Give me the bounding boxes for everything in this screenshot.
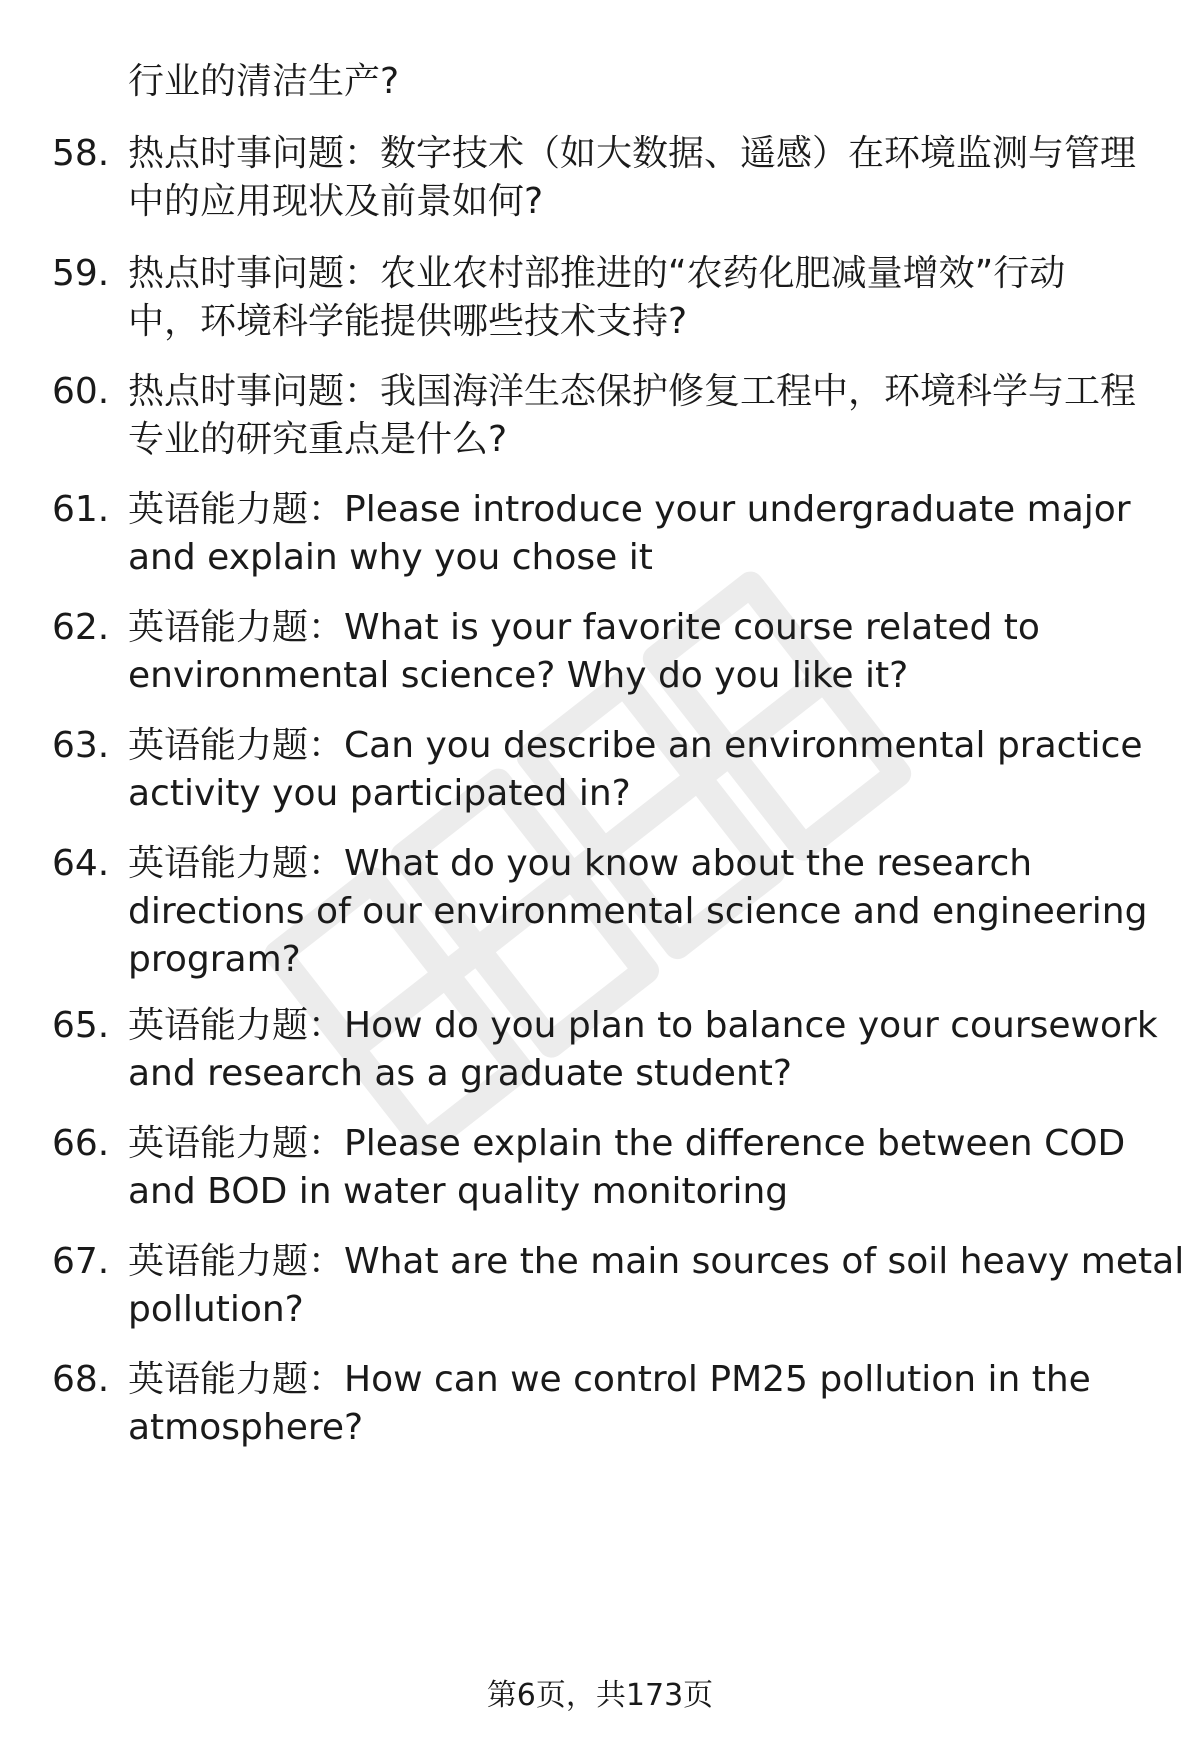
- question-text-line: directions of our environmental science and engineering: [128, 891, 1148, 932]
- question-text: [128, 1238, 1198, 1334]
- question-text-line: 英语能力题：How do you plan to balance your coursework: [128, 1005, 1158, 1046]
- page-footer: 第6页，共173页: [486, 1678, 714, 1713]
- question-text-line: 英语能力题：Please introduce your undergraduate major: [128, 489, 1131, 530]
- question-text: [128, 368, 1198, 464]
- question-number: 58.: [52, 133, 110, 174]
- question-number: 66.: [52, 1123, 110, 1164]
- question-text-line: 热点时事问题：数字技术（如大数据、遥感）在环境监测与管理: [128, 133, 1137, 174]
- question-text: [128, 486, 1198, 582]
- question-text-line: program?: [128, 939, 301, 980]
- question-text-line: and research as a graduate student?: [128, 1053, 792, 1094]
- question-text-line: and explain why you chose it: [128, 537, 653, 578]
- question-number: 59.: [52, 253, 110, 294]
- question-text: [128, 1002, 1198, 1098]
- question-number: 63.: [52, 725, 110, 766]
- continued-question-text: 行业的清洁生产?: [128, 61, 400, 102]
- question-text-line: 英语能力题：What do you know about the research: [128, 843, 1033, 884]
- question-text-line: 专业的研究重点是什么?: [128, 419, 508, 460]
- question-text: [128, 130, 1198, 226]
- question-text-line: 英语能力题：Can you describe an environmental practice: [128, 725, 1143, 766]
- question-number: 61.: [52, 489, 110, 530]
- question-text: [128, 1356, 1198, 1452]
- question-text: [128, 604, 1198, 700]
- question-number: 68.: [52, 1359, 110, 1400]
- question-number: 64.: [52, 843, 110, 884]
- question-text-line: 中，环境科学能提供哪些技术支持?: [128, 301, 688, 342]
- question-text-line: 英语能力题：Please explain the difference between COD: [128, 1123, 1126, 1164]
- question-text-line: pollution?: [128, 1289, 304, 1330]
- question-number: 65.: [52, 1005, 110, 1046]
- question-text-line: 英语能力题：What is your favorite course related to: [128, 607, 1040, 648]
- question-text-line: activity you participated in?: [128, 773, 631, 814]
- question-number: 67.: [52, 1241, 110, 1282]
- question-text: [128, 1120, 1198, 1216]
- question-text-line: 英语能力题：How can we control PM25 pollution in the: [128, 1359, 1091, 1400]
- question-text-line: environmental science? Why do you like it?: [128, 655, 909, 696]
- question-text-line: 英语能力题：What are the main sources of soil heavy metal: [128, 1241, 1185, 1282]
- question-number: 62.: [52, 607, 110, 648]
- question-text: [128, 840, 1198, 984]
- question-text: [128, 722, 1198, 818]
- question-text-line: 热点时事问题：我国海洋生态保护修复工程中，环境科学与工程: [128, 371, 1137, 412]
- question-text-line: 热点时事问题：农业农村部推进的“农药化肥减量增效”行动: [128, 253, 1066, 294]
- question-number: 60.: [52, 371, 110, 412]
- question-text-line: and BOD in water quality monitoring: [128, 1171, 789, 1212]
- question-text: [128, 250, 1198, 346]
- question-text-line: atmosphere?: [128, 1407, 364, 1448]
- question-text-line: 中的应用现状及前景如何?: [128, 181, 544, 222]
